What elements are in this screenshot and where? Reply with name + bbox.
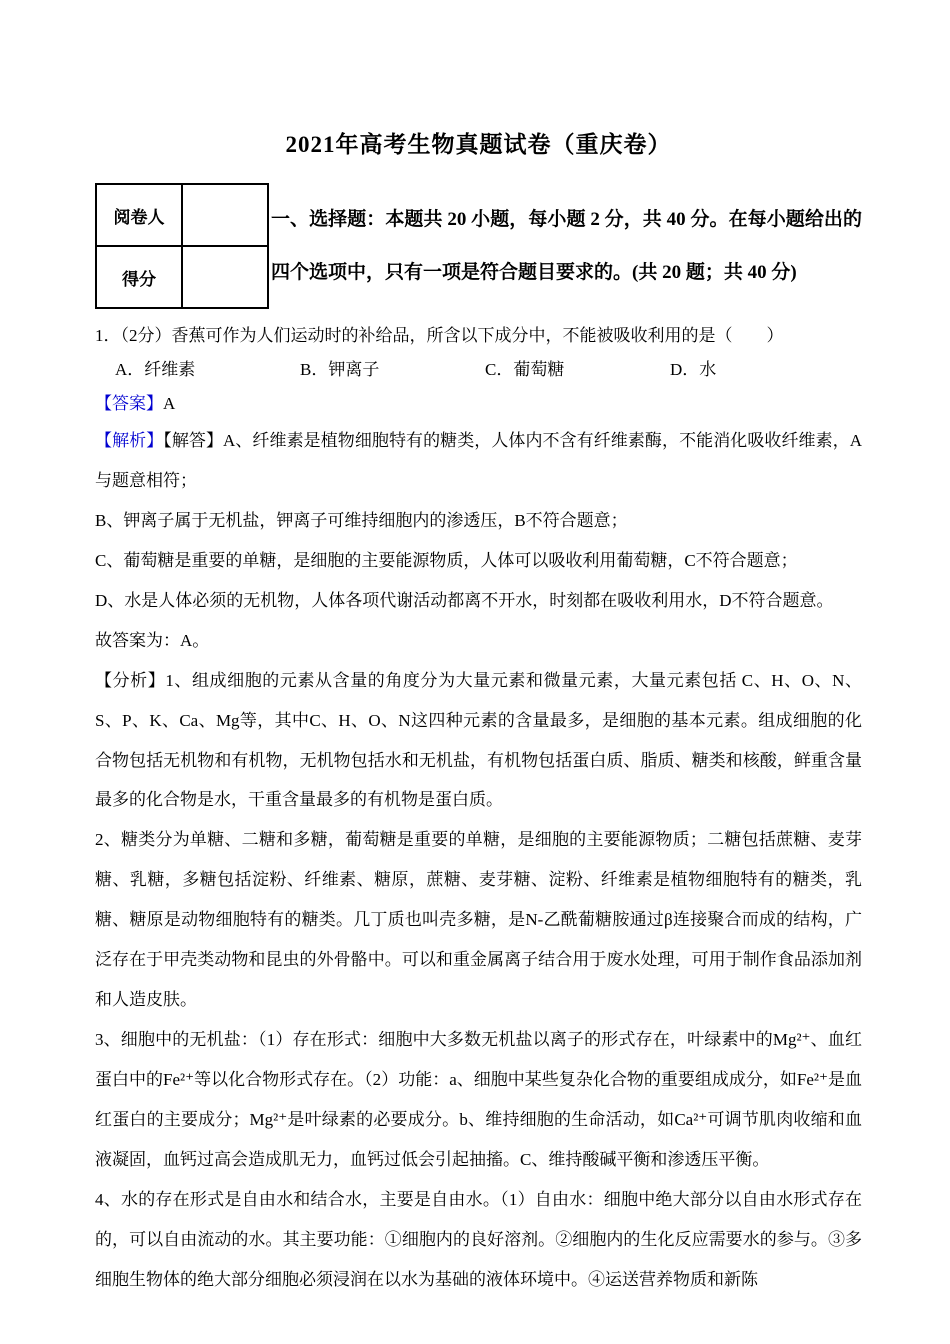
section-header: 一、选择题：本题共 20 小题，每小题 2 分，共 40 分。在每小题给出的四个选项中，只有一项是符合题目要求的。(共 20 题；共 40 分) [271,208,862,283]
analysis-paragraph-2: 2、糖类分为单糖、二糖和多糖，葡萄糖是重要的单糖，是细胞的主要能源物质；二糖包括蔗糖、麦芽糖、乳糖，多糖包括淀粉、纤维素、糖原，蔗糖、麦芽糖、淀粉、纤维素是植物细胞特有的糖类，乳糖、糖原是动物细胞特有的糖类。几丁质也叫壳多糖，是N-乙酰葡糖胺通过β连接聚合而成的结构，广泛存在于甲壳类动物和昆虫的外骨骼中。可以和重金属离子结合用于废水处理，可用于制作食品添加剂和人造皮肤。 [95,830,862,1010]
question-1-stem: 1．（2分）香蕉可作为人们运动时的补给品，所含以下成分中，不能被吸收利用的是（ ） [95,326,784,345]
answer-value: A [163,394,176,413]
analysis-paragraph-4: 4、水的存在形式是自由水和结合水，主要是自由水。（1）自由水：细胞中绝大部分以自由水形式存在的，可以自由流动的水。其主要功能：①细胞内的良好溶剂。②细胞内的生化反应需要水的参与。③多细胞生物体的绝大部分细胞必须浸润在以水为基础的液体环境中。④运送营养物质和新陈 [95,1189,862,1289]
explanation-paragraph-b: B、钾离子属于无机盐，钾离子可维持细胞内的渗透压，B不符合题意； [95,510,628,530]
answer-line [95,387,862,421]
document-body [95,319,862,1300]
score-row [96,246,268,308]
question-1-option-d: D．水 [670,360,717,379]
grader-score-table [95,183,269,309]
explanation-paragraph-c: C、葡萄糖是重要的单糖，是细胞的主要能源物质，人体可以吸收利用葡萄糖，C不符合题意； [95,550,798,570]
grader-blank-cell [182,184,268,246]
question-1-options [95,353,862,387]
analysis-paragraph-3: 3、细胞中的无机盐：（1）存在形式：细胞中大多数无机盐以离子的形式存在，叶绿素中的Mg²⁺、血红蛋白中的Fe²⁺等以化合物形式存在。（2）功能：a、细胞中某些复杂化合物的重要组成成分，如Fe²⁺是血红蛋白的主要成分；Mg²⁺是叶绿素的必要成分。b、维持细胞的生命活动，如Ca²⁺可调节肌肉收缩和血液凝固，血钙过高会造成肌无力，血钙过低会引起抽搐。C、维持酸碱平衡和渗透压平衡。 [95,1030,862,1169]
page-title: 2021年高考生物真题试卷（重庆卷） [285,132,672,157]
question-1-option-c: C．葡萄糖 [485,360,565,379]
explanation-text-a: 【解答】A、纤维素是植物细胞特有的糖类，人体内不含有纤维素酶，不能消化吸收纤维素，A与题意相符； [95,431,862,490]
score-label-cell: 得分 [96,246,182,308]
answer-label: 【答案】 [95,394,163,413]
grader-row [96,184,268,246]
explanation-paragraph-a [95,421,862,501]
question-1-option-b: B．钾离子 [300,360,380,379]
conclusion-line: 故答案为：A。 [95,630,210,650]
section-header-row [95,183,862,309]
score-blank-cell [182,246,268,308]
grader-label-cell: 阅卷人 [96,184,182,246]
explanation-label: 【解析】 [95,431,164,450]
explanation-paragraph-d: D、水是人体必须的无机物，人体各项代谢活动都离不开水，时刻都在吸收利用水，D不符合题意。 [95,590,834,610]
question-1-option-a: A．纤维素 [115,360,196,379]
analysis-paragraph-1: 【分析】1、组成细胞的元素从含量的角度分为大量元素和微量元素，大量元素包括 C、H、O、N、S、P、K、Ca、Mg等，其中C、H、O、N这四种元素的含量最多，是细胞的基本元素。组成细胞的化合物包括无机物和有机物，无机物包括水和无机盐，有机物包括蛋白质、脂质、糖类和核酸，鲜重含量最多的化合物是水，干重含量最多的有机物是蛋白质。 [95,670,862,810]
